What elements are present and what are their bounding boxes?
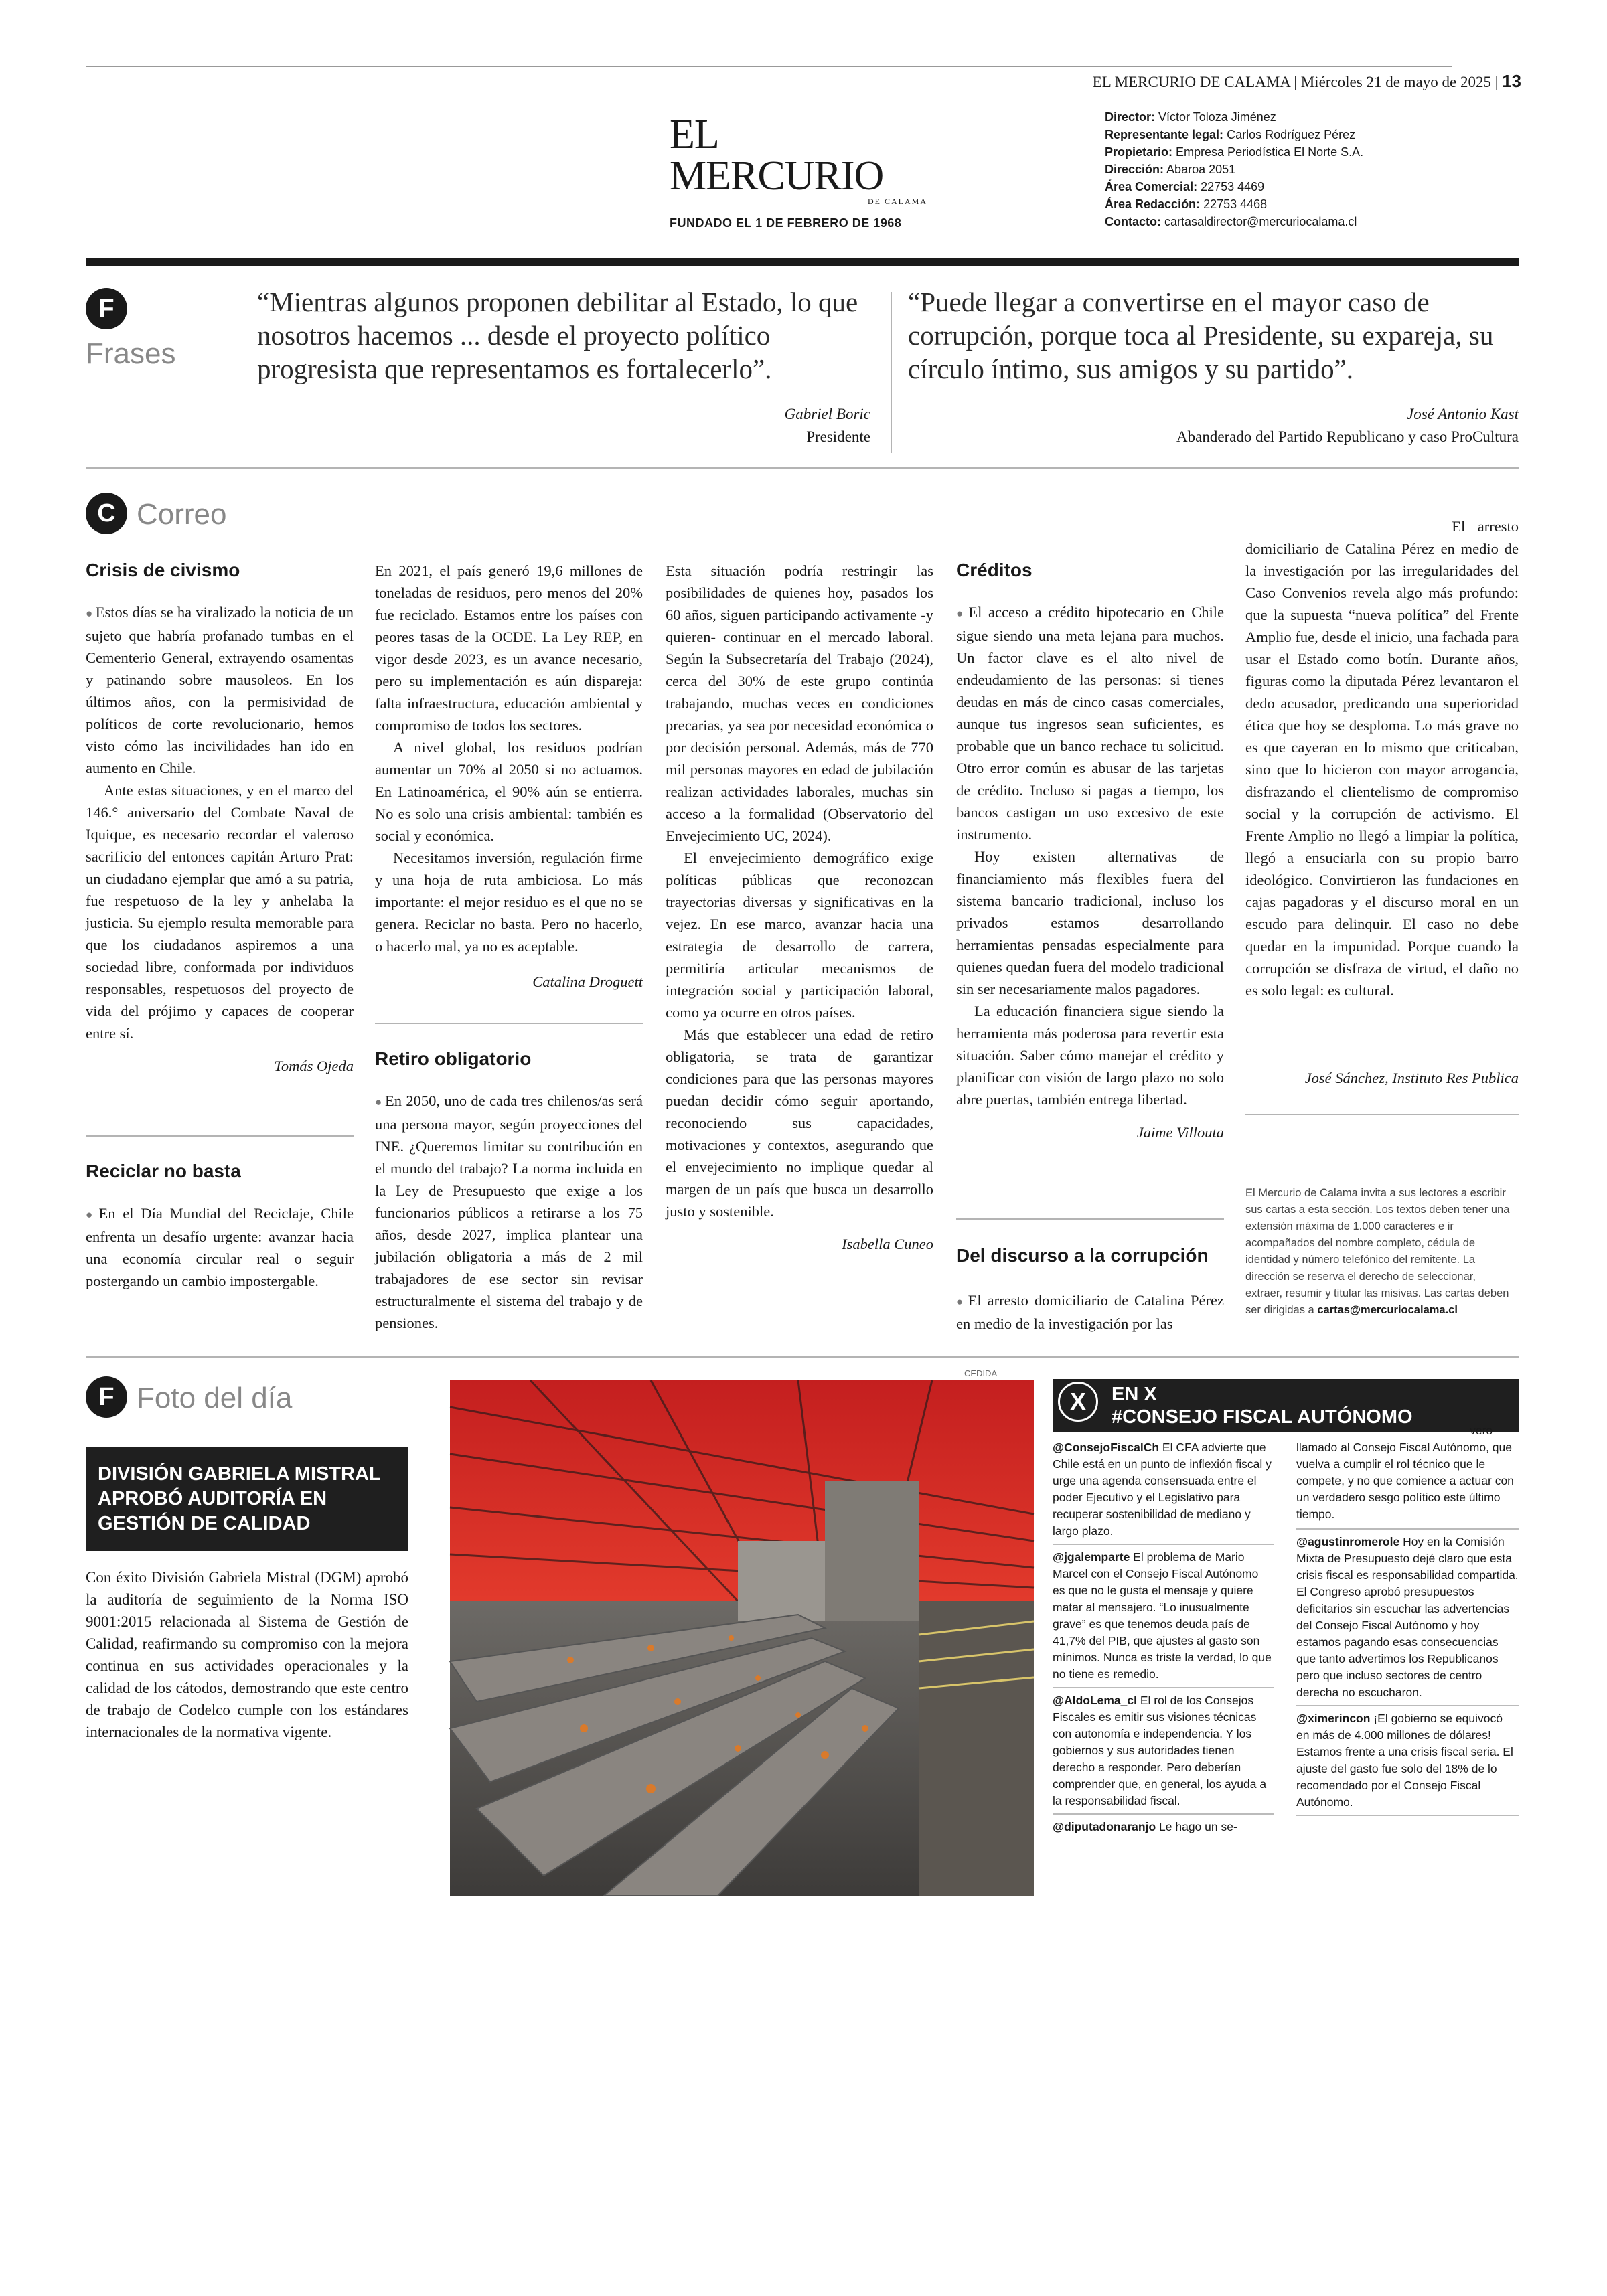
- quote-boric-role: Presidente: [806, 428, 870, 445]
- photo-caption: Con éxito División Gabriela Mistral (DGM) aprobó la auditoría de seguimiento de la Norma ISO 9001:2015 relacionada al Sistema de Gestión de Calidad, reafirmando su compromiso con la mejora continua en sus actividades operacionales y la calidad de los cátodos, demostrando que este centro de trabajo de Codelco cumple con los estándares internacionales de la normativa vigente.: [86, 1569, 408, 1740]
- thick-divider: [86, 258, 1519, 266]
- letter-reciclar-body-start: ● En el Día Mundial del Reciclaje, Chile enfrenta un desafío urgente: avanzar hacia una economía circular real o seguir postergando un cambio impostergable.: [86, 1202, 354, 1292]
- letter-retiro-signature: Isabella Cuneo: [842, 1236, 933, 1252]
- letter-creditos-body: ● El acceso a crédito hipotecario en Chile sigue siendo una meta lejana para muchos. Un factor clave es el alto nivel de endeudamiento de las personas: si tienes deudas en más de cinco casas comerciales, aunque tus ingresos sean suficientes, es probable que un banco rechace tu solicitud. Otro error común es abusar de las tarjetas de crédito. Incluso si pagas a tiempo, los bancos castigan un uso excesivo de este instrumento. Hoy existen alternativas de financiamiento más flexibles fuera del sistema bancario tradicional, incluso los privados estamos desarrollando herramientas pensadas especialmente para quienes quedan fuera del modelo tradicional sin ser necesariamente malos pagadores. La educación financiera sigue siendo la herramienta más poderosa para revertir esta situación. Saber cómo manejar el crédito y planificar con visión de largo plazo no solo abre puertas, también entrega libertad.: [956, 601, 1224, 1111]
- letter-discurso: [956, 1245, 1224, 1266]
- masthead-subtitle: DE CALAMA: [868, 197, 927, 206]
- letter-retiro-cont: [666, 560, 933, 1253]
- correo-label: Correo: [137, 498, 227, 531]
- staff-legal-rep: Representante legal: Carlos Rodríguez Pérez: [1105, 128, 1356, 141]
- quote-divider: [891, 292, 892, 453]
- staff-box: [1105, 108, 1453, 230]
- tweet-handle[interactable]: @ConsejoFiscalCh: [1053, 1441, 1160, 1454]
- tweets-col2: [1296, 1424, 1519, 1820]
- top-rule: [86, 66, 1452, 67]
- publication-name: EL MERCURIO DE CALAMA: [1092, 74, 1290, 90]
- tweet-handle[interactable]: @AldoLema_cl: [1053, 1694, 1137, 1707]
- letter-discurso-body: El arresto domiciliario de Catalina Pérez en medio de la investigación por las irregularidades del Caso Convenios revela algo más profundo: que la supuesta “nueva política” del Frente Amplio fue, desde el inicio, una fachada para usar el Estado como botín. Durante años, figuras como la diputada Pérez levantaron el dedo acusador, predicando una superioridad ética que hoy se desploma. Lo más grave no es que cayeran en lo mismo que criticaban, sino que lo hicieron con mayor arrogancia, disfrazando el clientelismo de compromiso social y la corrupción de activismo. El Frente Amplio no llegó a limpiar la política, llegó a ensuciarla con su propio barro ideológico. Convirtieron las fundaciones en cajas pagadoras y el discurso moral en un escudo para delinquir. El caso no debe quedar en la impunidad. Porque cuando la corrupción se disfraza de virtud, el daño no es solo legal: es cultural.: [1245, 518, 1519, 999]
- staff-address: Dirección: Abaroa 2051: [1105, 163, 1236, 176]
- col5-rule: [1245, 1114, 1519, 1115]
- letter-discurso-title: Del discurso a la corrupción: [956, 1245, 1209, 1266]
- staff-commercial: Área Comercial: 22753 4469: [1105, 180, 1265, 193]
- letter-civismo-title: Crisis de civismo: [86, 560, 240, 580]
- discurso-lead: ● El arresto domiciliario de Catalina Pérez en medio de la investigación por las: [956, 1289, 1224, 1335]
- enx-line1: EN X: [1112, 1384, 1157, 1405]
- letter-discurso-body-start: [956, 1289, 1224, 1336]
- correo-badge-icon: C: [86, 493, 127, 534]
- tweet-handle[interactable]: @diputadonaranjo: [1053, 1820, 1156, 1833]
- issue-date: Miércoles 21 de mayo de 2025: [1300, 74, 1491, 90]
- foto-badge-icon: F: [86, 1376, 127, 1418]
- letter-reciclar-cont: [375, 560, 643, 991]
- photo-refinery-interior: [450, 1380, 1034, 1896]
- letter-retiro: [375, 1048, 643, 1334]
- tweet-diputadonaranjo-lead: Le hago un se-: [1159, 1820, 1237, 1833]
- letter-retiro-body: Esta situación podría restringir las posibilidades de quienes hoy, pasados los 60 años, siguen participando activamente -y quieren- continuar en el mercado laboral. Según la Subsecretaría del Trabajo (2024), cerca del 30% de este grupo continúa trabajando, muchas veces en condiciones precarias, ya sea por necesidad económica o por decisión personal. Además, más de 770 mil personas mayores en edad de jubilación realizan actividades laborales, muchas sin acceso a la formalidad (Observatorio del Envejecimiento UC, 2024). El envejecimiento demográfico exige políticas públicas que reconozcan trayectorias diversas y significativas en la vejez. En ese marco, avanzar hacia una estrategia de desarrollo de carrera, permitiría articular mecanismos de integración social y participación laboral, como ya ocurre en otros países. Más que establecer una edad de retiro obligatoria, se trata de garantizar condiciones para que las personas mayores puedan decidir cómo seguir aportando, reconociendo sus capacidades, motivaciones y contextos, asegurando que el envejecimiento no implique quedar al margen de un país que busca un desarrollo justo y sostenible.: [666, 562, 933, 1220]
- letter-reciclar-body: En 2021, el país generó 19,6 millones de toneladas de residuos, pero menos del 20% fue reciclado. Estamos entre los países con peores tasas de la OCDE. La Ley REP, en vigor desde 2023, es un avance necesario, pero su implementación es aún dispareja: falta infraestructura, educación ambiental y compromiso de todos los sectores. A nivel global, los residuos podrían aumentar un 70% al 2050 si no actuamos. En Latinoamérica, el 90% aún se entierra. No es solo una crisis ambiental: también es social y económica. Necesitamos inversión, regulación firme y una hoja de ruta ambiciosa. Lo más importante: el mejor residuo es el que no se genera. Reciclar no basta. Pero no hacerlo, o hacerlo mal, ya no es aceptable.: [375, 562, 643, 955]
- quote-boric: “Mientras algunos proponen debilitar al Estado, lo que nosotros hacemos ... desde el proyecto político progresista que representamos es fortalecerlo”.: [257, 286, 858, 384]
- tweet-diputadonaranjo-start: [1053, 1819, 1274, 1839]
- foto-label: Foto del día: [137, 1382, 293, 1414]
- staff-owner: Propietario: Empresa Periodística El Norte S.A.: [1105, 145, 1364, 159]
- letter-civismo: [86, 560, 354, 1075]
- quote-kast-author: José Antonio Kast: [1407, 406, 1519, 422]
- letter-civismo-signature: Tomás Ojeda: [274, 1058, 354, 1074]
- frases-label: Frases: [86, 337, 176, 370]
- col4-rule: [956, 1218, 1224, 1220]
- quote-kast-role: Abanderado del Partido Republicano y caso ProCultura: [1176, 428, 1519, 445]
- letter-discurso-sig-wrap: [1245, 1070, 1519, 1087]
- letter-creditos-signature: Jaime Villouta: [1136, 1124, 1224, 1141]
- tweet-diputadonaranjo: vero llamado al Consejo Fiscal Autónomo, que vuelva a cumplir el rol técnico que le compete, y no que comience a actuar con un verdadero sesgo político este último tiempo.: [1296, 1422, 1519, 1530]
- refinery-illustration: [450, 1380, 1034, 1896]
- quote-boric-author: Gabriel Boric: [784, 406, 870, 422]
- col1-rule: [86, 1135, 354, 1137]
- col2-rule: [375, 1023, 643, 1024]
- letter-civismo-body: ● Estos días se ha viralizado la noticia de un sujeto que habría profanado tumbas en el Cementerio General, extrayendo osamentas y patinando sobre mausoleos. En los últimos años, con la permisividad de políticos de corte revolucionario, hemos visto cómo las incivilidades han ido en aumento en Chile. Ante estas situaciones, y en el marco del 146.° aniversario del Combate Naval de Iquique, es necesario recordar el valeroso sacrificio del entonces capitán Arturo Prat: un ciudadano ejemplar que amó a su patria, fue respetuoso de la ley y anhelaba la justicia. Su ejemplo resulta memorable para que los ciudadanos aspiremos a una sociedad libre, conformada por individuos responsables, respetuosos del proyecto de vida del prójimo y capaces de cooperar entre sí.: [86, 601, 354, 1044]
- letter-reciclar-title: Reciclar no basta: [86, 1161, 241, 1181]
- tweet-handle[interactable]: @ximerincon: [1296, 1712, 1371, 1725]
- letter-reciclar-signature: Catalina Droguett: [532, 973, 643, 990]
- x-logo-icon: X: [1058, 1382, 1098, 1422]
- photo-credit: CEDIDA: [964, 1368, 998, 1378]
- tweet-handle[interactable]: @agustinromerole: [1296, 1535, 1400, 1548]
- letters-email[interactable]: cartas@mercuriocalama.cl: [1317, 1304, 1458, 1316]
- tweets-col1: [1053, 1439, 1274, 1843]
- page-header-line: EL MERCURIO DE CALAMA | Miércoles 21 de mayo de 2025 | 13: [1092, 71, 1521, 91]
- tweet-agustinromero: @agustinromerole Hoy en la Comisión Mixta de Presupuesto dejé claro que esta crisis fiscal es responsabilidad compartida. El Congreso aprobó presupuestos deficitarios sin escuchar las advertencias del Consejo Fiscal Autónomo y hoy estamos pagando esas consecuencias que tanto advertimos los Republicanos pero que incluso sectores de centro derecha no escucharon.: [1296, 1534, 1519, 1706]
- letter-retiro-body-start: ● En 2050, uno de cada tres chilenos/as será una persona mayor, según proyecciones del INE. ¿Queremos limitar su contribución en el mundo del trabajo? La norma incluida en la Ley de Presupuesto que exige a los funcionarios públicos a retirarse a los 75 años, desde 2027, implica plantear una jubilación obligatoria a más de 2 mil trabajadores de ese sector sin revisar estructuralmente el sistema del trabajo y de pensiones.: [375, 1090, 643, 1334]
- quote-kast: “Puede llegar a convertirse en el mayor caso de corrupción, porque toca al Presidente, su expareja, su círculo íntimo, sus amigos y su partido”.: [908, 286, 1494, 384]
- correo-bottom-rule: [86, 1356, 1519, 1358]
- frases-badge-icon: F: [86, 288, 127, 329]
- staff-contact: Contacto: cartasaldirector@mercuriocalama.cl: [1105, 215, 1357, 228]
- letter-reciclar: [86, 1161, 354, 1292]
- tweet-ximerincon: @ximerincon ¡El gobierno se equivocó en más de 4.000 millones de dólares! Estamos frente a una crisis fiscal seria. El ajuste del gasto fue solo del 18% de lo recomendado por el Consejo Fiscal Autónomo.: [1296, 1710, 1519, 1816]
- masthead-block: [670, 114, 937, 230]
- letters-note: El Mercurio de Calama invita a sus lectores a escribir sus cartas a esta sección. Los textos deben tener una extensión máxima de 1.000 caracteres e ir acompañados del nombre completo, cédula de identidad y número telefónico del remitente. La dirección se reserva el derecho de seleccionar, extraer, resumir y titular las misivas. Las cartas deben ser dirigidas a cartas@mercuriocalama.cl: [1245, 1187, 1510, 1316]
- letter-creditos-title: Créditos: [956, 560, 1032, 580]
- enx-line2: #CONSEJO FISCAL AUTÓNOMO: [1112, 1406, 1413, 1428]
- photo-headline: DIVISIÓN GABRIELA MISTRAL APROBÓ AUDITORÍA EN GESTIÓN DE CALIDAD: [86, 1447, 408, 1551]
- frases-bottom-rule: [86, 467, 1519, 469]
- staff-director: Director: Víctor Toloza Jiménez: [1105, 110, 1276, 124]
- tweet-handle[interactable]: @jgalemparte: [1053, 1550, 1130, 1564]
- tweet-consejofiscal: @ConsejoFiscalCh El CFA advierte que Chile está en un punto de inflexión fiscal y urge una agenda consensuada entre el poder Ejecutivo y el Legislativo para recuperar sostenibilidad de mediano y largo plazo.: [1053, 1439, 1274, 1545]
- tweet-aldolema: @AldoLema_cl El rol de los Consejos Fiscales es emitir sus visiones técnicas con autonomía e independencia. Y los gobiernos y sus autoridades tienen derecho a responder. Pero deberían comprender que, en general, los ayuda a la responsabilidad fiscal.: [1053, 1692, 1274, 1815]
- letter-discurso-signature: José Sánchez, Instituto Res Publica: [1304, 1070, 1519, 1086]
- letter-creditos: [956, 560, 1224, 1141]
- page-number: 13: [1502, 71, 1521, 91]
- masthead-title: EL MERCURIO: [670, 112, 884, 199]
- tweet-jgalemparte: @jgalemparte El problema de Mario Marcel con el Consejo Fiscal Autónomo es que no le gusta el mensaje y quiere matar al mensajero. “Lo inusualmente grave” es que tenemos deuda país de 41,7% del PIB, que ajustes al gasto son mínimos. Nunca es triste la verdad, lo que no tiene es remedio.: [1053, 1549, 1274, 1688]
- staff-newsroom: Área Redacción: 22753 4468: [1105, 197, 1268, 211]
- founded-line: FUNDADO EL 1 DE FEBRERO DE 1968: [670, 216, 902, 230]
- letter-retiro-title: Retiro obligatorio: [375, 1048, 532, 1069]
